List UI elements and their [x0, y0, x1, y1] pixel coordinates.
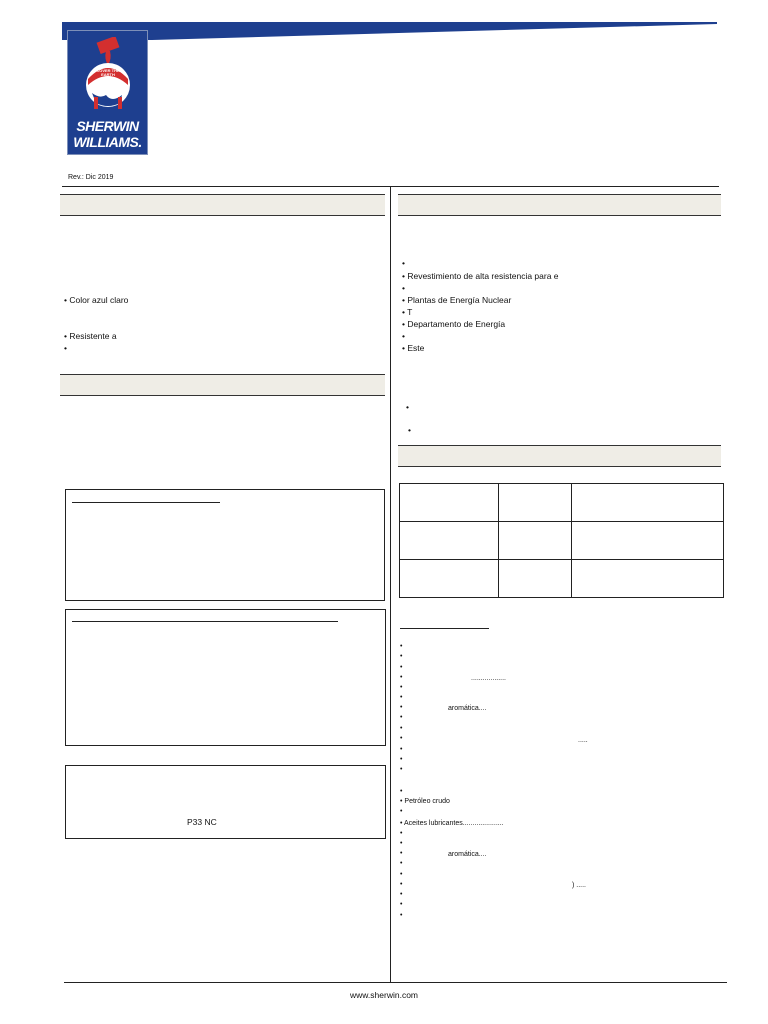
table-row — [400, 484, 724, 522]
left-box-2-heading-underline — [72, 621, 338, 622]
header-color-bar — [62, 22, 717, 40]
use-item-5: • Departamento de Energía — [402, 319, 506, 329]
list2-tail: ) ..... — [572, 882, 586, 889]
list1-aromatic: aromática.... — [448, 705, 487, 712]
bullet-dot: • — [400, 808, 403, 815]
bullet-dot: • — [400, 830, 403, 837]
section-bar-description — [60, 194, 385, 216]
use-item-3: • Plantas de Energía Nuclear — [402, 295, 512, 305]
footer-rule — [64, 982, 727, 983]
bullet-dot: • — [400, 684, 403, 691]
specs-table — [399, 483, 724, 598]
use-item-4: • T — [402, 307, 413, 317]
section-bar-uses — [398, 194, 721, 216]
extra-bullet-1: • — [406, 402, 409, 412]
bullet-dot: • — [400, 704, 403, 711]
list1-tail-dots: ..... — [578, 737, 588, 744]
bullet-dot: • — [400, 766, 403, 773]
section-bar-specs — [398, 445, 721, 467]
bullet-dot: • — [400, 871, 403, 878]
revision-date: Rev.: Dic 2019 — [68, 174, 114, 181]
left-box-2 — [65, 609, 386, 746]
characteristic-blank: • — [64, 343, 67, 353]
bullet-dot: • — [400, 891, 403, 898]
footer-url[interactable]: www.sherwin.com — [349, 990, 419, 1000]
bullet-dot: • — [400, 674, 403, 681]
bullet-dot: • — [400, 912, 403, 919]
product-code: P33 NC — [187, 817, 217, 827]
characteristic-color: • Color azul claro — [64, 295, 129, 305]
logo-slogan: COVER THE EARTH — [96, 68, 120, 77]
list2-lubricants: • Aceites lubricantes..................... — [400, 820, 504, 827]
resistance-heading-underline — [400, 628, 489, 629]
section-bar-left-2 — [60, 374, 385, 396]
use-item-6: • — [402, 331, 405, 341]
table-row — [400, 522, 724, 560]
extra-bullet-2: • — [408, 425, 411, 435]
bullet-dot: • — [400, 714, 403, 721]
list2-crude-oil: • Petróleo crudo — [400, 798, 450, 805]
characteristic-resistant: • Resistente a — [64, 331, 117, 341]
use-item-7: • Este — [402, 343, 425, 353]
bullet-dot: • — [400, 850, 403, 857]
left-box-3 — [65, 765, 386, 839]
bullet-dot: • — [400, 901, 403, 908]
use-item-2: • — [402, 283, 405, 293]
bullet-dot: • — [400, 725, 403, 732]
table-row — [400, 560, 724, 598]
bullet-dot: • — [400, 694, 403, 701]
bullet-dot: • — [400, 881, 403, 888]
left-box-1-heading-underline — [72, 502, 220, 503]
bullet-dot: • — [400, 860, 403, 867]
bullet-dot: • — [400, 746, 403, 753]
logo-text-sherwin: SHERWIN — [76, 118, 139, 134]
bullet-dot: • — [400, 664, 403, 671]
bullet-dot: • — [400, 840, 403, 847]
use-item-1: • Revestimiento de alta resistencia para e — [402, 271, 559, 281]
list1-dots-text: .................. — [471, 675, 507, 682]
list2-aromatic: aromática.... — [448, 851, 487, 858]
column-divider — [390, 186, 391, 982]
bullet-dot: • — [400, 643, 403, 650]
bullet-dot: • — [400, 653, 403, 660]
left-box-1 — [65, 489, 385, 601]
sherwin-williams-logo — [67, 30, 148, 155]
bullet-dot: • — [400, 788, 403, 795]
logo-text-williams: WILLIAMS. — [73, 134, 142, 150]
bullet-dot: • — [400, 756, 403, 763]
use-item-0: • — [402, 258, 405, 268]
bullet-dot: • — [400, 735, 403, 742]
